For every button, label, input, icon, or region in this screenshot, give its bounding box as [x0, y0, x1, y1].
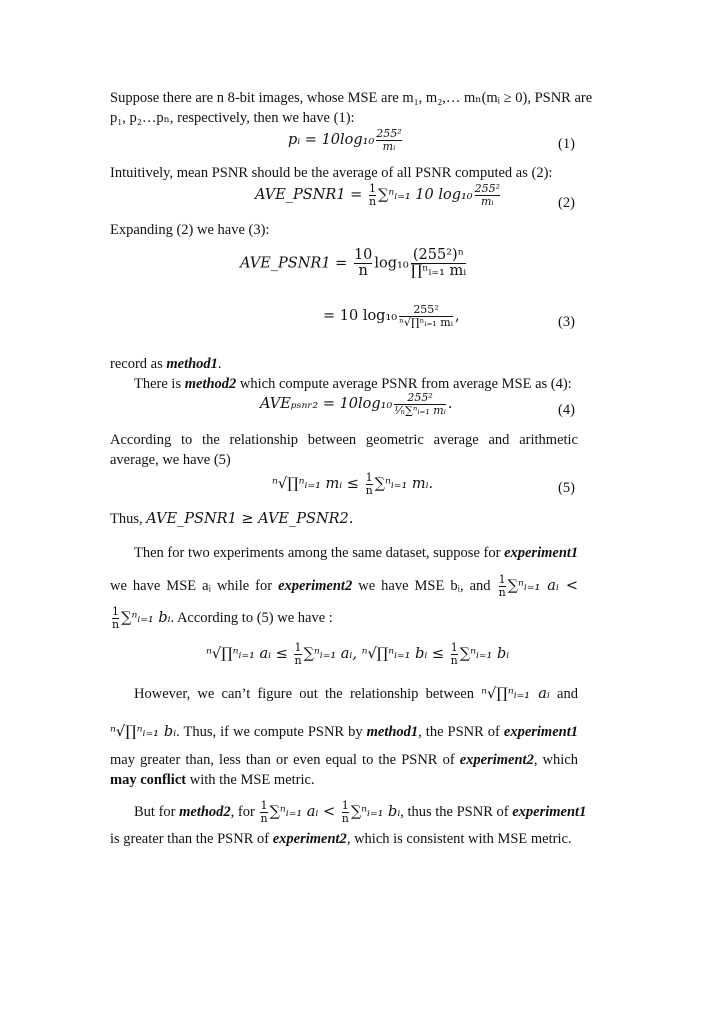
text-line [110, 772, 315, 789]
text-line [110, 574, 578, 598]
experiment2-label: experiment2 [278, 578, 353, 595]
eq4-denominator: ¹⁄ₙ∑ⁿᵢ₌₁ mᵢ [394, 403, 446, 417]
eq4-fraction [394, 392, 446, 416]
method1-label: method1 [366, 724, 419, 740]
eq3b-lhs: = 10 log₁₀ [323, 308, 398, 325]
text-line [110, 511, 353, 528]
eq3a-log: log₁₀ [374, 255, 409, 272]
para3-text: and [549, 686, 578, 702]
para2-text: . According to (5) we have : [170, 610, 333, 627]
text-line: Suppose there are n 8-bit images, whose MSE are m₁, m₂,… mₙ(mᵢ ≥ 0), PSNR are [110, 90, 593, 106]
para2-text: we have MSE aᵢ while for [110, 578, 279, 595]
method2-label: method2 [179, 804, 231, 821]
method1-label: method1 [166, 356, 218, 372]
thus-expression: AVE_PSNR1 ≥ AVE_PSNR2. [146, 511, 354, 527]
eq1-numerator: 255² [376, 127, 402, 140]
para4-text: But for [134, 804, 180, 821]
eq3b-denominator: ⁿ√∏ⁿᵢ₌₁ mᵢ [399, 315, 453, 329]
eq5-lhs: ⁿ√∏ⁿᵢ₌₁ mᵢ ≤ [272, 476, 364, 493]
eq3a-lhs: AVE_PSNR1 = [240, 255, 352, 272]
eq2-denominator: mᵢ [475, 195, 500, 208]
equation-number: (1) [558, 136, 575, 152]
equation-3b [323, 304, 460, 328]
text-line [110, 724, 578, 741]
text-line: Expanding (2) we have (3): [110, 222, 270, 238]
para2-text: Then for two experiments among the same dataset, suppose for [134, 545, 505, 561]
eq1-denominator: mᵢ [376, 140, 401, 153]
para4-math: $\frac{1}{n}$ ∑ⁿᵢ₌₁ aᵢ < $\frac{1}{n}$ ∑ⁿᵢ₌₁ bᵢ [260, 799, 401, 825]
equation-6: ⁿ√∏ⁿᵢ₌₁ aᵢ ≤ $\frac{1}{n}$ ∑ⁿᵢ₌₁ aᵢ, ⁿ√∏ⁿᵢ₌₁ bᵢ ≤ $\frac{1}{n}$ ∑ⁿᵢ₌₁ bᵢ [206, 641, 510, 667]
text-line [134, 799, 587, 825]
experiment1-label: experiment1 [504, 545, 579, 561]
equation-number: (2) [558, 195, 575, 211]
eq3a-coef [354, 248, 372, 279]
experiment1-label: experiment1 [503, 724, 578, 740]
record-suffix: . [217, 356, 222, 372]
text-line [134, 545, 578, 562]
text-line [110, 831, 572, 848]
eq2-lhs: AVE_PSNR1 = [255, 187, 367, 204]
eq6-part3: ⁿ√∏ⁿᵢ₌₁ bᵢ ≤ [361, 646, 449, 663]
eq6-part2: ∑ⁿᵢ₌₁ aᵢ, [303, 646, 362, 663]
para3-text: However, we can’t figure out the relationship between [134, 686, 482, 702]
method2-label: method2 [184, 376, 237, 392]
experiment2-label: experiment2 [272, 831, 347, 847]
eq5-rhs: ∑ⁿᵢ₌₁ mᵢ. [374, 476, 434, 493]
equation-4 [260, 392, 453, 416]
thus-prefix: Thus, [110, 511, 147, 527]
text-line: p₁, p₂…pₙ, respectively, then we have (1): [110, 110, 355, 126]
may-conflict-label: may conflict [110, 772, 187, 788]
para3-math: ⁿ√∏ⁿᵢ₌₁ aᵢ [481, 686, 550, 702]
eq2-coef-num: 1 [369, 182, 376, 195]
para3-text: with the MSE metric. [186, 772, 315, 788]
para2-math: $\frac{1}{n}$ ∑ⁿᵢ₌₁ bᵢ [112, 605, 171, 631]
eq5-coef [366, 472, 373, 496]
text-line: Intuitively, mean PSNR should be the average of all PSNR computed as (2): [110, 165, 553, 181]
eq2-coef-den: n [368, 194, 377, 208]
eq4-lhs: AVEₚₛₙᵣ₂ = 10log₁₀ [260, 396, 393, 413]
text-line [134, 686, 578, 703]
eq3a-fraction [411, 248, 466, 279]
text-line: According to the relationship between geometric average and arithmetic [110, 432, 578, 448]
eq5-coef-num: 1 [365, 471, 373, 484]
eq3b-tail: , [454, 308, 460, 325]
para3-text: , which [533, 752, 578, 768]
eq1-fraction [376, 128, 401, 152]
para3-text: may greater than, less than or even equal to the PSNR of [110, 752, 460, 768]
eq3a-denominator: ∏ⁿᵢ₌₁ mᵢ [410, 263, 467, 280]
eq2-numerator: 255² [474, 182, 501, 195]
eq5-coef-den: n [365, 483, 373, 497]
eq3b-fraction [399, 304, 453, 328]
experiment1-label: experiment1 [512, 804, 587, 821]
para4-text: is greater than the PSNR of [110, 831, 273, 847]
eq3a-coef-num: 10 [353, 247, 373, 263]
para4-text: , thus the PSNR of [400, 804, 513, 821]
equation-2 [255, 183, 502, 207]
eq2-fraction [475, 183, 500, 207]
equation-number: (5) [558, 480, 575, 496]
para3-text: , the PSNR of [418, 724, 504, 740]
text-line [110, 606, 333, 630]
record-prefix: record as [110, 356, 167, 372]
equation-number: (3) [558, 314, 575, 330]
text-line [134, 376, 572, 393]
text-line [110, 356, 222, 373]
experiment2-label: experiment2 [459, 752, 534, 768]
eq6-part1: ⁿ√∏ⁿᵢ₌₁ aᵢ ≤ [206, 646, 293, 663]
eq2-sum: ∑ⁿᵢ₌₁ 10 log₁₀ [378, 187, 473, 204]
eq2-coef [369, 183, 376, 207]
eq6-part4: ∑ⁿᵢ₌₁ bᵢ [459, 646, 510, 663]
para2-math: $\frac{1}{n}$ ∑ⁿᵢ₌₁ aᵢ < [498, 573, 578, 599]
equation-3a [240, 248, 468, 279]
equation-number: (4) [558, 402, 575, 418]
text-line [110, 752, 578, 769]
equation-1 [288, 128, 404, 152]
para4-text: , for [230, 804, 259, 821]
para3-text: . Thus, if we compute PSNR by [176, 724, 367, 740]
eq3a-numerator: (255²)ⁿ [412, 247, 464, 263]
eq4-tail: . [447, 396, 453, 413]
para4-text: , which is consistent with MSE metric. [346, 831, 572, 847]
method2-prefix: There is [134, 376, 185, 392]
eq3a-coef-den: n [354, 263, 372, 279]
text-line: average, we have (5) [110, 452, 231, 468]
eq4-numerator: 255² [407, 391, 433, 404]
eq3b-numerator: 255² [413, 303, 439, 316]
eq1-lhs: pᵢ = 10log₁₀ [288, 132, 375, 149]
equation-5 [272, 472, 433, 496]
para2-text: we have MSE bᵢ, and [352, 578, 497, 595]
para3-math: ⁿ√∏ⁿᵢ₌₁ bᵢ [110, 724, 177, 740]
method2-suffix: which compute average PSNR from average MSE as (4): [236, 376, 572, 392]
